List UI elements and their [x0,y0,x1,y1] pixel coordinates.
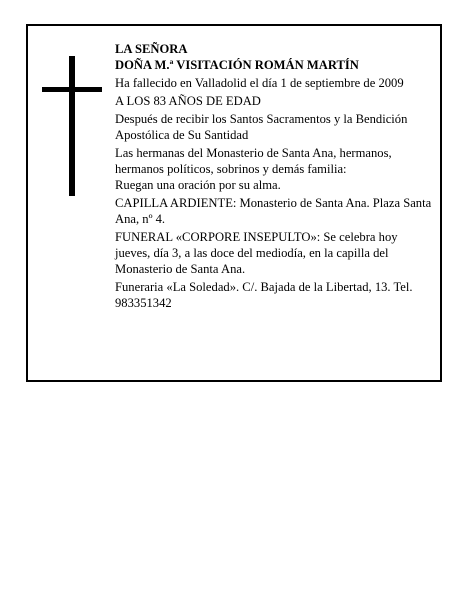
obituary-text [115,41,433,313]
cross-horizontal-bar [42,87,102,92]
funeral-home-line: Funeraria «La Soledad». C/. Bajada de la Libertad, 13. Tel. 983351342 [115,280,413,310]
deceased-title: LA SEÑORA [115,42,188,56]
family-line: Las hermanas del Monasterio de Santa Ana, hermanos, hermanos políticos, sobrinos y demás familia: [115,146,392,176]
cross-icon [42,56,102,196]
prayer-line: Ruegan una oración por su alma. [115,178,281,192]
sacraments-line: Después de recibir los Santos Sacramentos y la Bendición Apostólica de Su Santidad [115,112,408,142]
obituary-notice [26,24,442,382]
deceased-name: DOÑA M.ª VISITACIÓN ROMÁN MARTÍN [115,58,359,72]
death-info: Ha fallecido en Valladolid el día 1 de septiembre de 2009 [115,76,404,90]
age-line: A LOS 83 AÑOS DE EDAD [115,94,261,108]
funeral-line: FUNERAL «CORPORE INSEPULTO»: Se celebra hoy jueves, día 3, a las doce del mediodía, en la capilla del Monasterio de Santa Ana. [115,230,398,276]
cross-vertical-bar [69,56,75,196]
chapel-line: CAPILLA ARDIENTE: Monasterio de Santa Ana. Plaza Santa Ana, nº 4. [115,196,432,226]
